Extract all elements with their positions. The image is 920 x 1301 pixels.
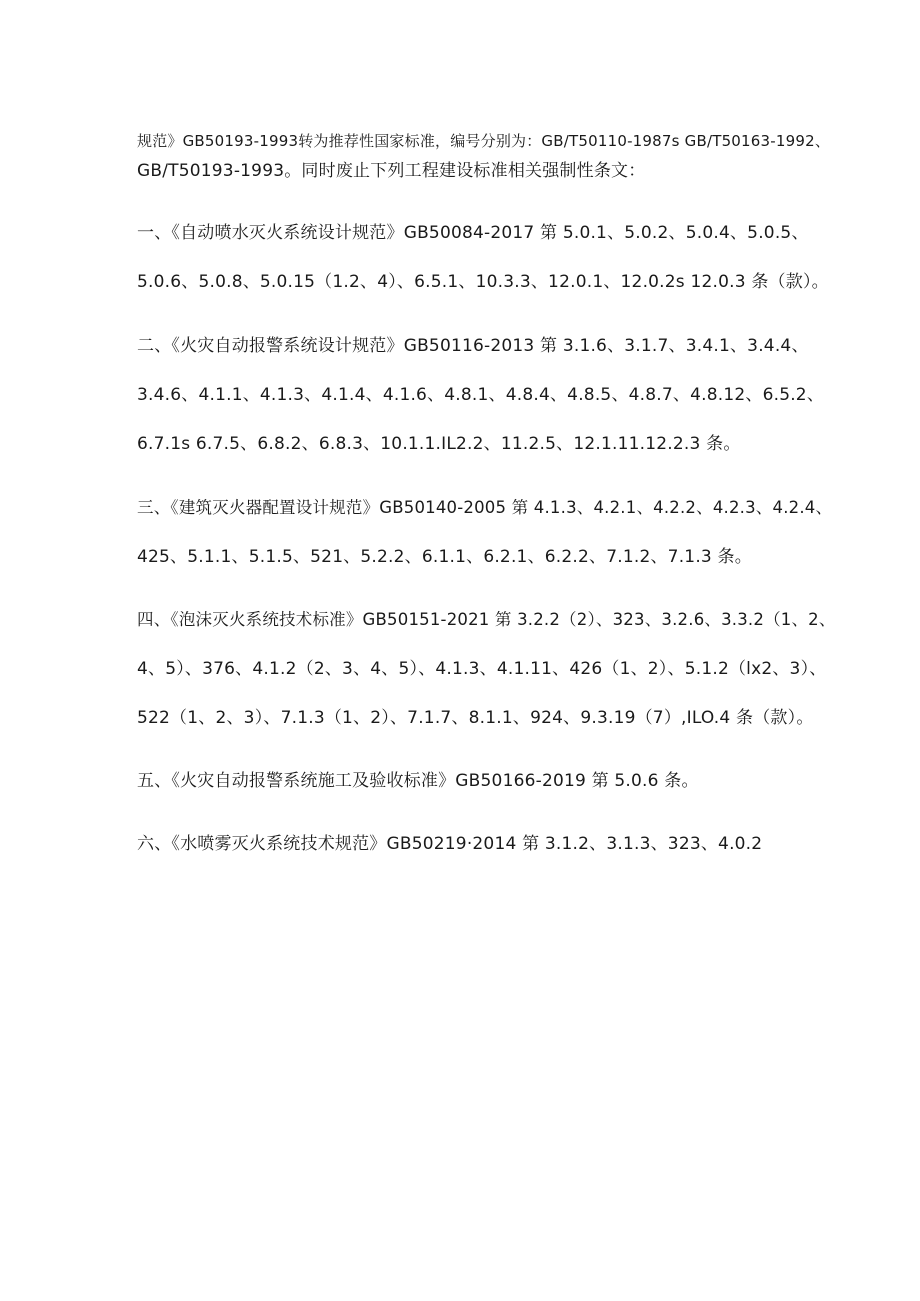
item-3-line-1: 三、《建筑灭火器配置设计规范》GB50140-2005 第 4.1.3、4.2.1、4.2.2、4.2.3、4.2.4、	[137, 498, 833, 517]
intro-line-2: GB/T50193-1993。同时废止下列工程建设标准相关强制性条文：	[137, 161, 646, 181]
item-4-line-1: 四、《泡沫灭火系统技术标准》GB50151-2021 第 3.2.2（2）、323、3.2.6、3.3.2（1、2、	[137, 610, 836, 629]
item-3-line-2: 425、5.1.1、5.1.5、521、5.2.2、6.1.1、6.2.1、6.2.2、7.1.2、7.1.3 条。	[137, 547, 752, 567]
item-1-line-1: 一、《自动喷水灭火系统设计规范》GB50084-2017 第 5.0.1、5.0.2、5.0.4、5.0.5、	[137, 223, 809, 243]
item-2-line-3: 6.7.1s 6.7.5、6.8.2、6.8.3、10.1.1.IL2.2、11.2.5、12.1.11.12.2.3 条。	[137, 434, 741, 454]
item-6-line-1: 六、《水喷雾灭火系统技术规范》GB50219·2014 第 3.1.2、3.1.3、323、4.0.2	[137, 834, 763, 854]
item-2-line-2: 3.4.6、4.1.1、4.1.3、4.1.4、4.1.6、4.8.1、4.8.4、4.8.5、4.8.7、4.8.12、6.5.2、	[137, 385, 825, 405]
item-5-line-1: 五、《火灾自动报警系统施工及验收标准》GB50166-2019 第 5.0.6 条。	[137, 771, 699, 791]
intro-line-1: 规范》GB50193-1993转为推荐性国家标准，编号分别为：GB/T50110-1987s GB/T50163-1992、	[137, 132, 831, 150]
item-1-line-2: 5.0.6、5.0.8、5.0.15（1.2、4）、6.5.1、10.3.3、12.0.1、12.0.2s 12.0.3 条（款）。	[137, 272, 829, 292]
item-4-line-2: 4、5）、376、4.1.2（2、3、4、5）、4.1.3、4.1.11、426（1、2）、5.1.2（lx2、3）、	[137, 659, 827, 679]
item-4-line-3: 522（1、2、3）、7.1.3（1、2）、7.1.7、8.1.1、924、9.3.19（7）,ILO.4 条（款）。	[137, 708, 814, 728]
item-2-line-1: 二、《火灾自动报警系统设计规范》GB50116-2013 第 3.1.6、3.1.7、3.4.1、3.4.4、	[137, 336, 809, 356]
